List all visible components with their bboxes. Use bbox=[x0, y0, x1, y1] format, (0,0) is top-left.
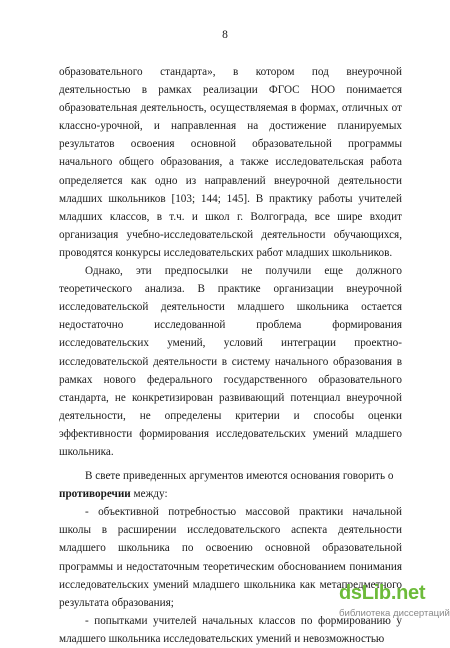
dslib-logo: dsLib.net bbox=[339, 582, 426, 604]
contradiction-lead: В свете приведенных аргументов имеются основания говорить о bbox=[85, 470, 394, 483]
contradiction-tail: между: bbox=[130, 488, 168, 501]
list-item-attempts: - попытками учителей начальных классов по формированию у младшего школьника исследовательских умений и невозможностью bbox=[59, 614, 402, 645]
paragraph-continuation: образовательного стандарта», в котором под внеурочной деятельностью в рамках реализации ФГОС НОО понимается образовательная деятельность, осуществляемая в формах, отличных от классно-урочной, и направленная на достижение планируемых результатов освоения основной образовательной программы начального общего образования, а также исследовательская работа определяется как одно из направлений внеурочной деятельности младших школьников [103; 144; 145]. В практику работы учителей младших классов, в т.ч. и школ г. Волгограда, все шире входит организация учебно-исследовательской деятельности обучающихся, проводятся конкурсы исследовательских работ младших школьников. bbox=[59, 66, 402, 259]
watermark bbox=[339, 582, 450, 626]
watermark-caption: библиотека диссертаций bbox=[339, 608, 450, 619]
page-number: 8 bbox=[222, 29, 228, 41]
document-body bbox=[59, 63, 402, 648]
paragraph-analysis: Однако, эти предпосылки не получили еще должного теоретического анализа. В практике организации внеурочной исследовательской деятельности младшего школьника остается недостаточно исследованной проблема формирования исследовательских умений, условий интеграции проектно-исследовательской деятельности в систему начального образования в рамках нового федерального государственного образовательного стандарта, не конкретизирован развивающий потенциал внеурочной деятельности, не определены критерии и способы оценки эффективности формирования исследовательских умений младшего школьника. bbox=[59, 265, 402, 458]
paragraph-contradiction bbox=[59, 467, 402, 503]
list-item-need: - объективной потребностью массовой практики начальной школы в расширении исследовательского аспекта деятельности младшего школьника по освоению основной образовательной программы и недостаточным теоретическим обоснованием понимания исследовательских умений младшего школьника как метапредметного результата образования; bbox=[59, 506, 402, 609]
contradiction-term: противоречии bbox=[59, 488, 131, 501]
